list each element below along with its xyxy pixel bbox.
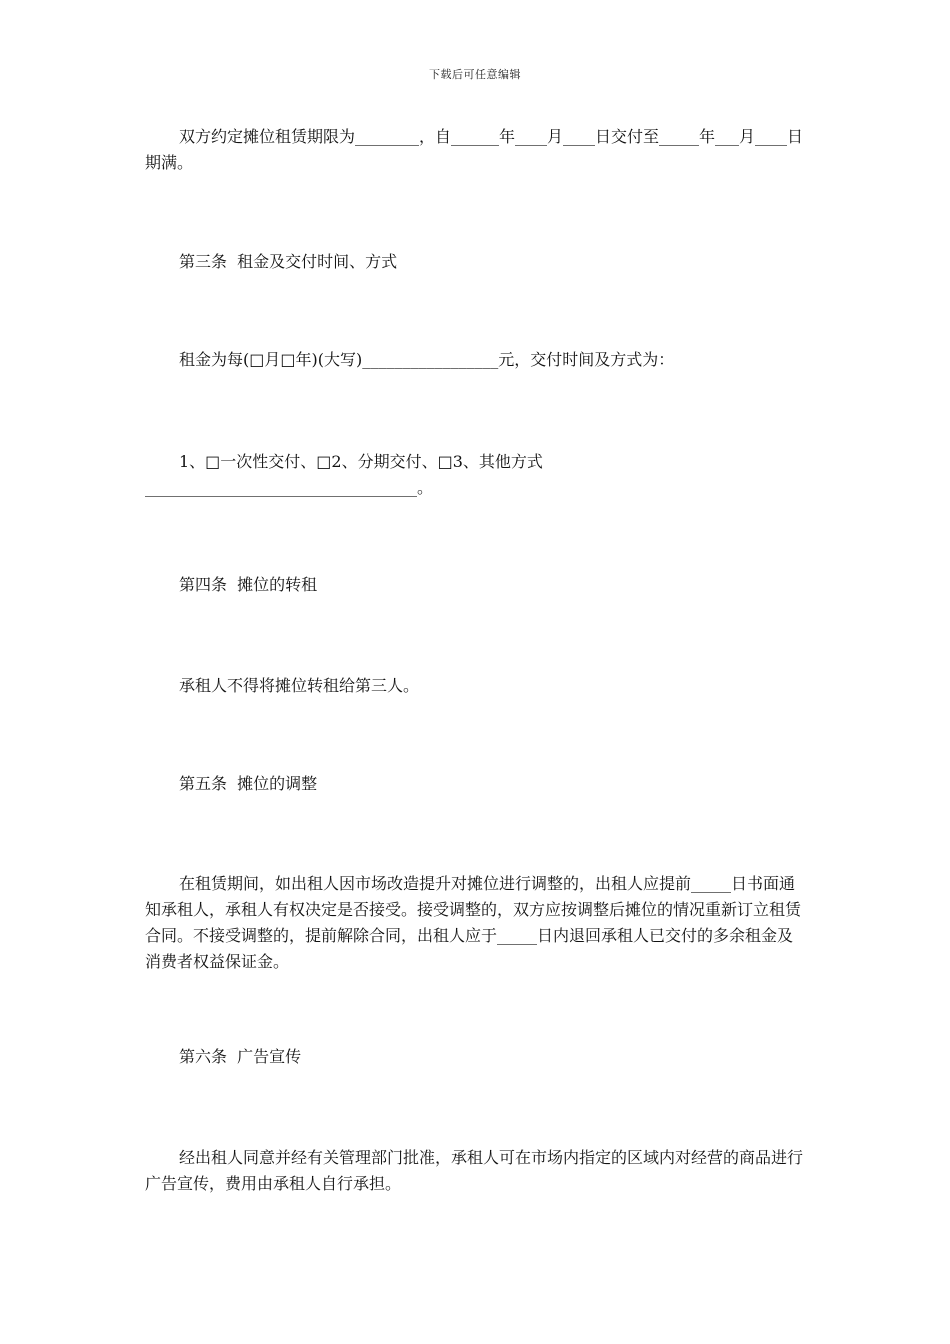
- paragraph-payment-methods: 1、□一次性交付、□2、分期交付、□3、其他方式__________________________________。: [145, 452, 543, 497]
- article-5-title: 第五条 摊位的调整: [179, 774, 318, 793]
- header-note: 下载后可任意编辑: [429, 68, 521, 81]
- paragraph-rent-amount: 租金为每(□月□年)(大写)_________________元，交付时间及方式为：: [179, 350, 675, 369]
- paragraph-sublease-rule: 承租人不得将摊位转租给第三人。: [179, 676, 420, 695]
- article-4-title: 第四条 摊位的转租: [179, 575, 318, 594]
- paragraph-advertising-rule: 经出租人同意并经有关管理部门批准，承租人可在市场内指定的区域内对经营的商品进行广告宣传，费用由承租人自行承担。: [145, 1148, 804, 1193]
- paragraph-adjustment-rule: 在租赁期间，如出租人因市场改造提升对摊位进行调整的，出租人应提前_____日书面通知承租人，承租人有权决定是否接受。接受调整的，双方应按调整后摊位的情况重新订立租赁合同。不接受调整的，提前解除合同，出租人应于_____日内退回承租人已交付的多余租金及消费者权益保证金。: [145, 874, 802, 971]
- paragraph-lease-term: 双方约定摊位租赁期限为________，自______年____月____日交付至_____年___月____日期满。: [145, 127, 804, 172]
- article-6-title: 第六条 广告宣传: [179, 1047, 302, 1066]
- article-3-title: 第三条 租金及交付时间、方式: [179, 252, 398, 271]
